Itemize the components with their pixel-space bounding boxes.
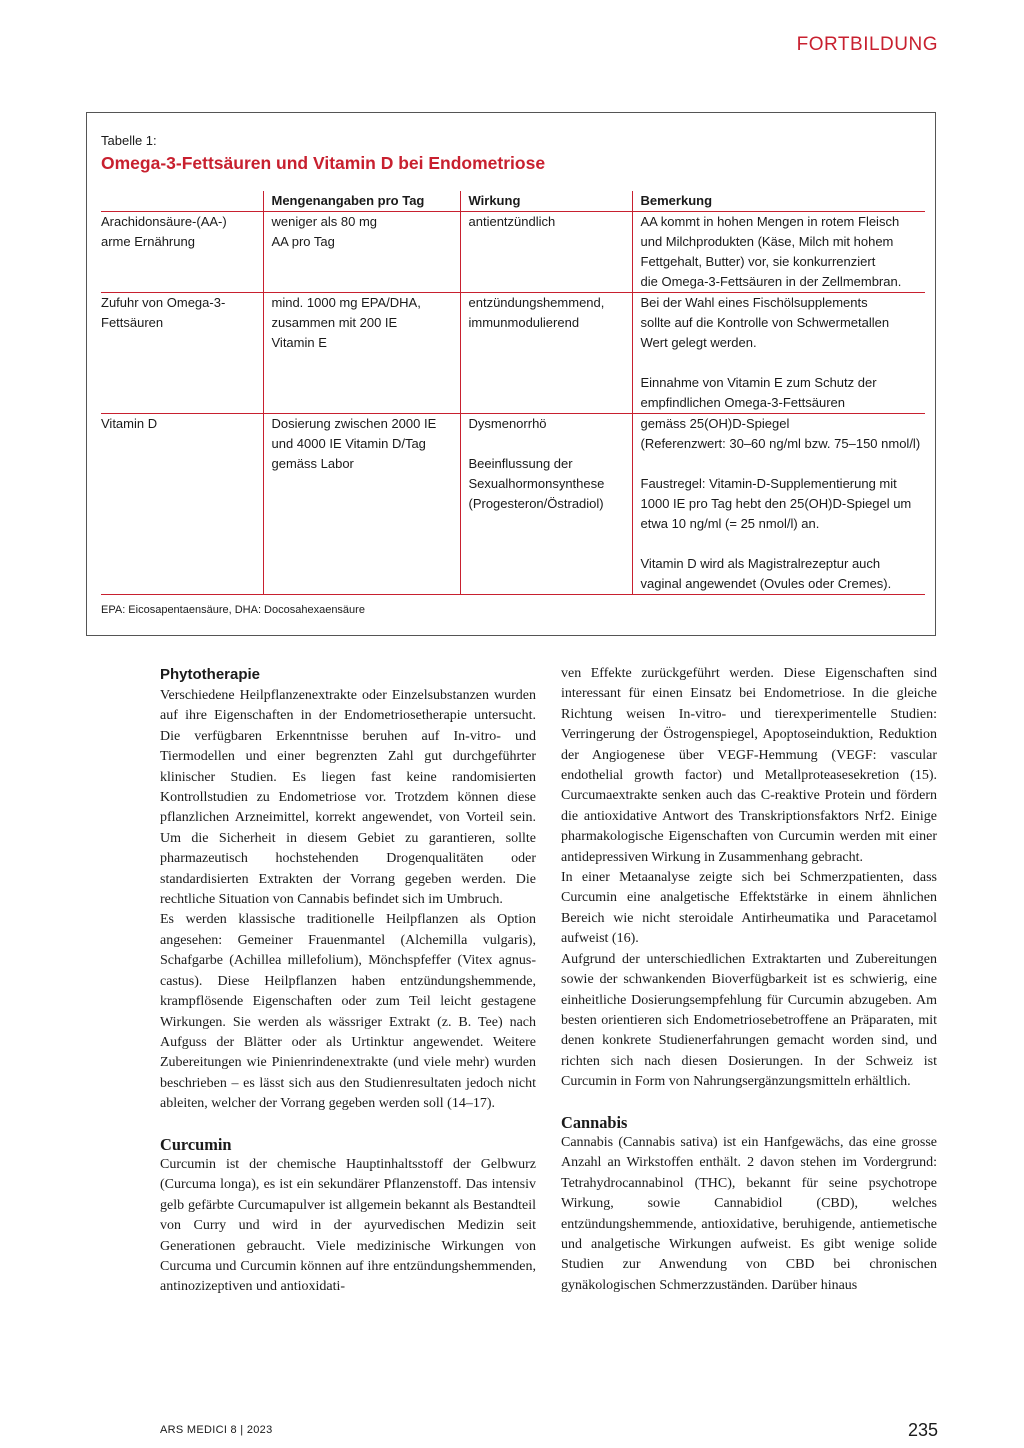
body-paragraph: Cannabis (Cannabis sativa) ist ein Hanfgewächs, das eine grosse Anzahl an Wirkstoffen enthält. 2 davon stehen im Vordergrund: Tetrahydrocannabinol (THC), bekannt für seine psychotrope Wirkung, sowie Cannabidiol (CBD), welches entzündungshemmende, antioxidative, beruhigende, antiemetische und analgetische Wirkungen aufweist. Es gibt wenige solide Studien zur Anwendung von CBD bei chronischen gynäkologischen Schmerzzuständen. Darüber hinaus: [561, 1134, 937, 1293]
table-cell: [632, 414, 925, 595]
cell-line: (Progesteron/Östradiol): [468, 496, 604, 511]
table-cell: [101, 293, 263, 414]
cell-line: Zufuhr von Omega-3-: [101, 295, 226, 310]
cell-line: Dysmenorrhö: [468, 416, 547, 431]
cell-line: Bei der Wahl eines Fischölsupplements: [640, 295, 868, 310]
cell-line: Fettgehalt, Butter) vor, sie konkurrenziert: [640, 254, 876, 269]
body-paragraph: Curcumin ist der chemische Hauptinhaltsstoff der Gelbwurz (Curcuma longa), es ist ein sekundärer Pflanzenstoff. Das intensiv gelb gefärbte Curcumapulver ist allgemein bekannt als Bestandteil von Curry und wird in der ayurvedischen Medizin seit Generationen gebraucht. Viele medizinische Wirkungen von Curcuma und Curcumin können auf ihre entzündungshemmenden, antinozizeptiven und antioxidati-: [160, 1156, 536, 1295]
cell-line: Fettsäuren: [101, 315, 164, 330]
header-cell: Bemerkung: [632, 191, 925, 212]
cell-line: vaginal angewendet (Ovules oder Cremes).: [640, 576, 892, 591]
table-row: [101, 212, 925, 293]
cell-line: gemäss Labor: [271, 456, 354, 471]
table-cell: [263, 293, 460, 414]
cell-line: Arachidonsäure-(AA-): [101, 214, 227, 229]
cell-line: und Milchprodukten (Käse, Milch mit hohem: [640, 234, 894, 249]
cell-line: [641, 454, 926, 474]
table-row: [101, 414, 925, 595]
table-cell: [101, 212, 263, 293]
cell-line: 1000 IE pro Tag hebt den 25(OH)D-Spiegel um: [640, 496, 912, 511]
table-cell: [460, 293, 632, 414]
footer-journal: ARS MEDICI 8 | 2023: [160, 1424, 273, 1436]
column-left: [160, 664, 536, 1298]
cell-line: Beeinflussung der: [468, 456, 573, 471]
table-row: [101, 293, 925, 414]
table-title: Omega-3-Fettsäuren und Vitamin D bei Endometriose: [101, 153, 546, 173]
table-cell: [101, 414, 263, 595]
body-paragraph: ven Effekte zurückgeführt werden. Diese Eigenschaften sind interessant für einen Einsatz bei Endometriose. In die gleiche Richtung weisen In-vitro- und tierexperimentelle Studien: Verringerung der Östrogenspiegel, Apoptoseinduktion, Reduktion der Angiogenese über VEGF-Hemmung (VEGF: vascular endothelial growth factor) und Metallproteasesekretion (15). Curcumaextrakte senken auch das C-reaktive Protein und fördern die antioxidative Antwort des Transkriptionsfaktors Nrf2. Einige pharmakologische Eigenschaften von Curcumin werden mit einer antidepressiven Wirkung in Zusammenhang gebracht.: [561, 666, 937, 865]
cell-line: Vitamin D wird als Magistralrezeptur auch: [640, 556, 881, 571]
table-kicker: Tabelle 1:: [101, 133, 157, 148]
table-box: [86, 112, 936, 636]
cell-line: [469, 434, 632, 454]
table-cell: [263, 414, 460, 595]
table-cell: [460, 414, 632, 595]
cell-line: empfindlichen Omega-3-Fettsäuren: [640, 395, 845, 410]
cell-line: immunmodulierend: [468, 315, 580, 330]
table-cell: [460, 212, 632, 293]
cell-line: Einnahme von Vitamin E zum Schutz der: [640, 375, 877, 390]
body-paragraph: Es werden klassische traditionelle Heilpflanzen als Option angesehen: Gemeiner Frauenmantel (Alchemilla vulgaris), Schafgarbe (Achillea millefolium), Mönchspfeffer (Vitex agnus-castus). Diese Heilpflanzen haben entzündungshemmende, krampflösende Eigenschaften oder zum Teil leicht gestagene Wirkungen. Sie werden als wässriger Extrakt (z. B. Tee) nach Aufguss der Blätter oder als Urtinktur angewendet. Weitere Zubereitungen wie Pinienrindenextrakte (und viele mehr) wurden beschrieben – es lässt sich aus den Studienresultaten jedoch nicht ableiten, welcher der Vorrang gegeben werden soll (14–17).: [160, 912, 536, 1112]
cell-line: AA kommt in hohen Mengen in rotem Fleisch: [640, 214, 900, 229]
cell-line: AA pro Tag: [271, 234, 335, 249]
table-cell: [632, 293, 925, 414]
cell-line: Faustregel: Vitamin-D-Supplementierung mit: [640, 476, 897, 491]
page-number: 235: [907, 1420, 938, 1440]
section-label: FORTBILDUNG: [796, 34, 938, 55]
body-paragraph: Verschiedene Heilpflanzenextrakte oder Einzelsubstanzen wurden auf ihre Eigenschaften in der Endometriosetherapie untersucht. Die verfügbaren Erkenntnisse beruhen auf In-vitro- und Tiermodellen und einer begrenzten Zahl gut durchgeführter klinischer Studien. Es liegen fast keine randomisierten Kontrollstudien zu Endometriose vor. Trotzdem können diese pflanzlichen Arzneimittel, korrekt angewendet, von Vorteil sein. Um die Sicherheit in diesem Gebiet zu garantieren, sollte pharmazeutisch hochstehenden Drogenqualitäten oder standardisierten Extrakten der Vorrang gegeben werden. Die rechtliche Situation von Cannabis befindet sich im Umbruch.: [160, 688, 536, 908]
cell-line: [641, 534, 926, 554]
subsection-heading: Cannabis: [561, 1112, 628, 1132]
body-paragraph: In einer Metaanalyse zeigte sich bei Schmerzpatienten, dass Curcumin eine analgetische Effektstärke in einem ähnlichen Bereich wie nicht steroidale Antirheumatika und Paracetamol aufweist (16).: [561, 870, 937, 947]
table-cell: [263, 212, 460, 293]
cell-line: sollte auf die Kontrolle von Schwermetallen: [640, 315, 890, 330]
cell-line: und 4000 IE Vitamin D/Tag: [271, 436, 426, 451]
cell-line: etwa 10 ng/ml (= 25 nmol/l) an.: [640, 516, 820, 531]
cell-line: weniger als 80 mg: [271, 214, 377, 229]
column-right: [561, 664, 937, 1296]
cell-line: zusammen mit 200 IE: [271, 315, 398, 330]
cell-line: Wert gelegt werden.: [640, 335, 757, 350]
data-table: [101, 191, 925, 595]
header-cell: Wirkung: [460, 191, 632, 212]
table-header-row: [101, 191, 925, 212]
cell-line: Vitamin D: [101, 416, 158, 431]
cell-line: antientzündlich: [468, 214, 556, 229]
subsection-heading: Curcumin: [160, 1134, 232, 1154]
cell-line: die Omega-3-Fettsäuren in der Zellmembran.: [640, 274, 902, 289]
cell-line: arme Ernährung: [101, 234, 195, 249]
cell-line: gemäss 25(OH)D-Spiegel: [640, 416, 790, 431]
section-heading: Phytotherapie: [160, 666, 261, 683]
cell-line: Dosierung zwischen 2000 IE: [271, 416, 437, 431]
cell-line: Vitamin E: [271, 335, 327, 350]
table-cell: [632, 212, 925, 293]
body-paragraph: Aufgrund der unterschiedlichen Extraktarten und Zubereitungen sowie der schwankenden Bioverfügbarkeit ist es schwierig, eine einheitliche Dosierungsempfehlung für Curcumin abzugeben. Am besten orientieren sich Endometriosebetroffene an Präparaten, mit denen konkrete Studienerfahrungen gemacht worden sind, und richten sich nach diesen Dosierungen. In der Schweiz ist Curcumin in Form von Nahrungsergänzungsmitteln erhältlich.: [561, 951, 937, 1090]
header-cell: Mengenangaben pro Tag: [263, 191, 460, 212]
cell-line: (Referenzwert: 30–60 ng/ml bzw. 75–150 nmol/l): [640, 436, 921, 451]
cell-line: Sexualhormonsynthese: [468, 476, 605, 491]
header-cell: [101, 191, 263, 212]
cell-line: mind. 1000 mg EPA/DHA,: [271, 295, 421, 310]
cell-line: entzündungshemmend,: [468, 295, 605, 310]
cell-line: [641, 353, 926, 373]
table-footnote: EPA: Eicosapentaensäure, DHA: Docosahexaensäure: [101, 604, 365, 616]
